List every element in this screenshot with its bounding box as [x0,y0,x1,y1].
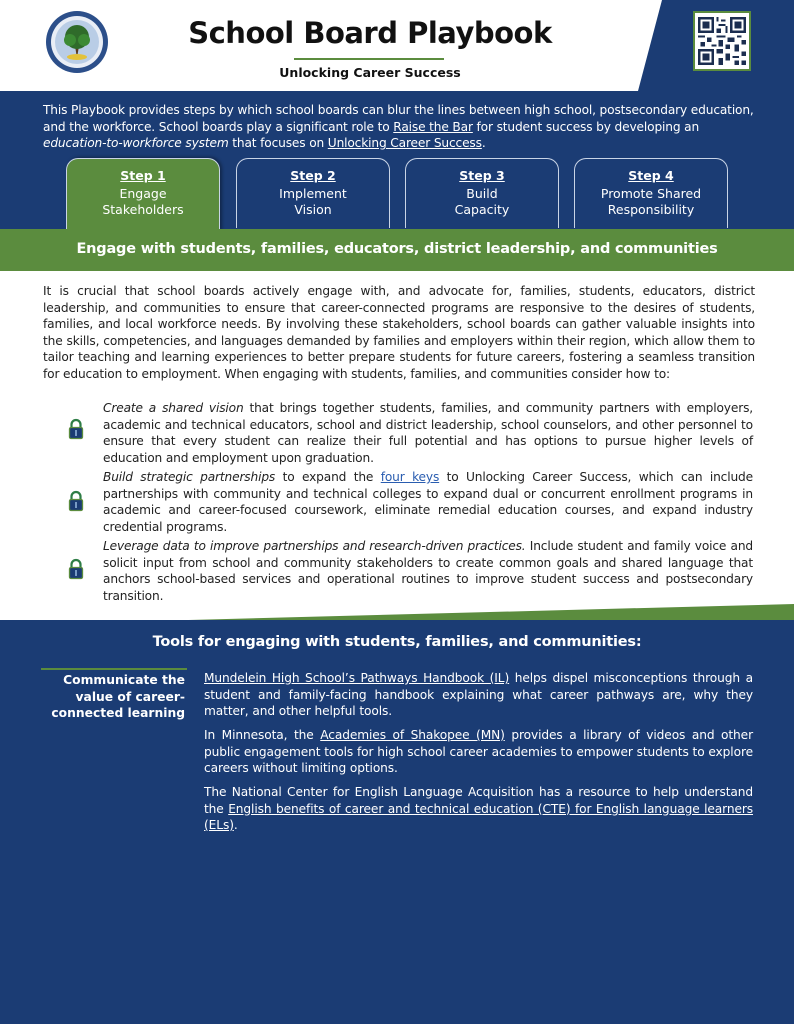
title-divider [294,58,444,60]
tab-step-number: Step 3 [459,168,505,183]
step-tabs [0,158,794,230]
lock-icon [68,418,84,440]
raise-the-bar-link[interactable]: Raise the Bar [393,119,473,134]
intro-text-part: that focuses on [228,136,328,150]
tab-step-1[interactable] [66,158,220,232]
bullet-text: to expand the [275,470,381,484]
tab-label: Implement Vision [279,186,347,217]
tab-label: Build Capacity [454,186,510,217]
qr-code[interactable] [693,11,751,71]
tab-step-number: Step 1 [120,168,166,183]
intro-emphasis: education-to-workforce system [43,136,229,150]
tool-text: . [233,818,238,832]
bullet-item [103,538,753,604]
academies-of-shakopee-link[interactable]: Academies of Shakopee (MN) [320,728,505,742]
page-subtitle: Unlocking Career Success [279,65,461,80]
intro-text-part: . [481,136,486,150]
tool-item [204,670,753,720]
intro-text-part: This Playbook provides steps by which school boards can blur the lines between high school, postsecondary education, and the workforce. School boards play a significant role to [43,103,754,134]
tab-label: Engage Stakeholders [102,186,184,217]
tools-title: Tools for engaging with students, families, and communities: [152,634,642,650]
tab-step-4[interactable] [574,158,728,228]
bullet-emphasis: Build strategic partnerships [103,470,276,484]
department-seal-icon [45,10,109,74]
bullet-item [103,469,753,535]
tab-label: Promote Shared Responsibility [600,186,702,217]
bullet-text: Include student and family voice and solicit input from school and community stakeholders to create common goals and shared language that anchors school-based services and operational routines to improve student success and postsecondary transition. [103,539,753,603]
bullet-text: that brings together students, families, and community partners with employers, academic and technical educators, school and district leadership, school counselors, and other personnel to ensure that every student can realize their full potential and has options to pursue higher levels of education and employment upon graduation. [103,401,753,465]
side-divider [41,668,187,670]
qr-code-icon [698,16,746,66]
intro-text [43,102,755,152]
tool-text: helps dispel misconceptions through a student and family-facing handbook explaining what career pathways are, why they matter, and other helpful tools. [204,671,753,718]
bullet-text: to Unlocking Career Success, which can include partnerships with community and technical colleges to expand dual or concurrent enrollment programs in academic and career-focused coursework, eliminate remedial education courses, and expand industry credential programs. [103,470,753,534]
section-banner: Engage with students, families, educators, district leadership, and communities [0,229,794,271]
bullet-emphasis: Leverage data to improve partnerships and research-driven practices. [103,539,526,553]
intro-text-part: for student success by developing an [472,119,700,134]
lock-icon [68,558,84,580]
unlocking-career-success-link[interactable]: Unlocking Career Success [327,136,482,150]
page-title: School Board Playbook [188,16,552,50]
lock-icon [68,490,84,512]
bullet-item [103,400,753,466]
tool-item [204,784,753,834]
tab-step-2[interactable] [236,158,390,228]
tab-step-number: Step 2 [290,168,336,183]
cte-english-learners-link[interactable]: English benefits of career and technical education (CTE) for English language learners (ELs) [204,801,754,832]
four-keys-link[interactable]: four keys [380,470,440,484]
intro-paragraph: It is crucial that school boards actively engage with, and advocate for, families, students, educators, district leadership, and communities to ensure that career-connected programs are responsive to the desires of students, families, and local workforce needs. By involving these stakeholders, school boards can gather valuable insights into the skills, competencies, and languages demanded by families and employers within their region, which allow them to tailor teaching and learning experiences to better prepare students for future careers, fostering a seamless transition for education to employment. When engaging with students, families, and communities consider how to: [43,284,755,381]
bullet-emphasis: Create a shared vision [103,401,244,415]
tab-step-3[interactable] [405,158,559,228]
tool-text: In Minnesota, the [204,728,321,742]
mundelein-handbook-link[interactable]: Mundelein High School’s Pathways Handbook (IL) [204,671,510,685]
tool-text: The National Center for English Language Acquisition has a resource to help understand the [204,785,753,816]
tool-text: provides a library of videos and other public engagement tools for high school career academies to empower students to explore careers without limiting options. [204,728,753,775]
header [0,0,794,93]
tools-category-label: Communicate the value of career-connected learning [51,673,185,720]
tool-item [204,727,753,777]
tab-step-number: Step 4 [628,168,674,183]
